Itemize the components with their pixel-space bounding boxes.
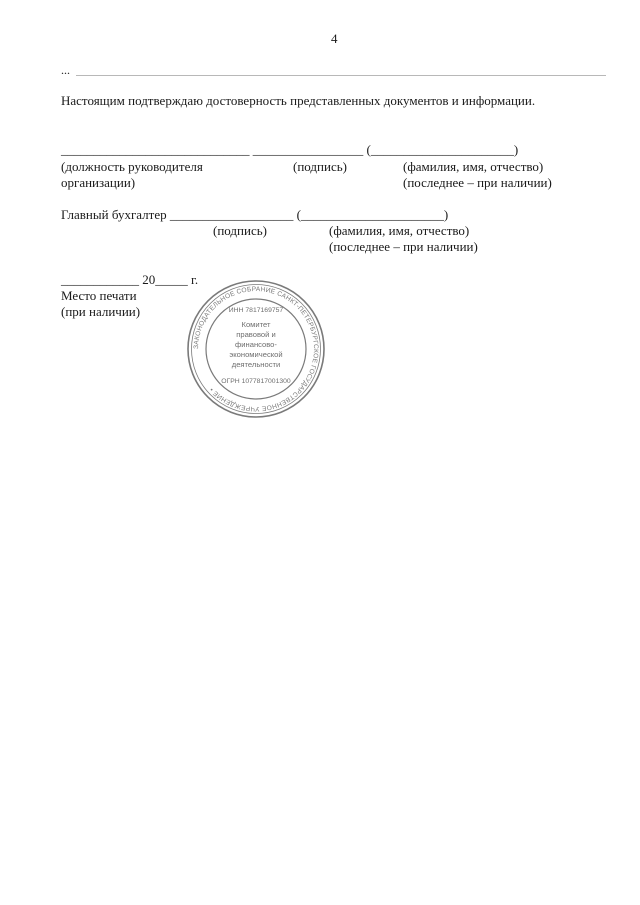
chief-accountant-line: Главный бухгалтер ___________________ (______________________): [61, 207, 449, 222]
stamp-outer-ring-inner: [192, 285, 321, 414]
position-label-continued: организации): [61, 175, 136, 190]
seal-place-label: Место печати: [61, 288, 137, 303]
stamp-center-line-2: правовой и: [236, 330, 276, 339]
official-stamp: [186, 279, 326, 419]
stamp-outer-ring: [188, 281, 324, 417]
seal-place-note: (при наличии): [61, 304, 141, 319]
separator-line: [76, 75, 606, 76]
signature-label: (подпись): [293, 159, 347, 174]
stamp-ring-text: ЗАКОНОДАТЕЛЬНОЕ СОБРАНИЕ САНКТ-ПЕТЕРБУРГСКОЕ ГОСУДАРСТВЕННОЕ УЧРЕЖДЕНИЕ •: [192, 285, 320, 413]
patronymic-note: (последнее – при наличии): [403, 175, 552, 190]
head-signature-line: _____________________________ _________________ (______________________): [61, 142, 519, 157]
stamp-center-line-5: деятельности: [231, 360, 281, 369]
accountant-name-label: (фамилия, имя, отчество): [329, 223, 470, 238]
stamp-center-line-4: экономической: [229, 350, 283, 359]
accountant-patronymic-note: (последнее – при наличии): [329, 239, 478, 254]
stamp-ogrn: ОГРН 1077817001300: [221, 378, 291, 385]
page-number: 4: [331, 31, 338, 46]
ellipsis: ...: [61, 63, 70, 77]
date-line: ____________ 20_____ г.: [61, 272, 199, 287]
confirmation-text: Настоящим подтверждаю достоверность представленных документов и информации.: [61, 93, 536, 108]
full-name-label: (фамилия, имя, отчество): [403, 159, 544, 174]
stamp-inn: ИНН 7817169757: [228, 307, 284, 314]
stamp-center-line-3: финансово-: [235, 340, 277, 349]
accountant-signature-label: (подпись): [213, 223, 267, 238]
stamp-center-line-1: Комитет: [241, 320, 271, 329]
position-label: (должность руководителя: [61, 159, 203, 174]
